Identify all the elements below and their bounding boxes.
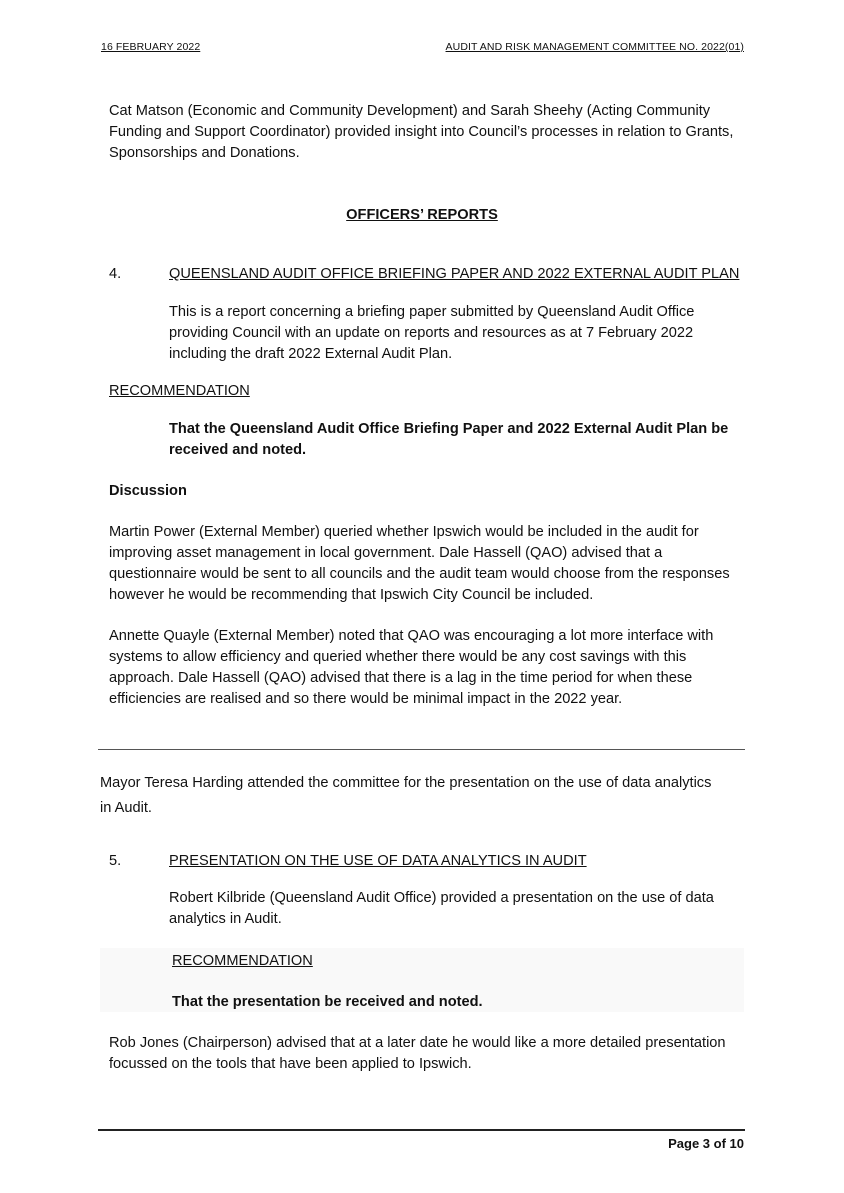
item4-recommendation-label: RECOMMENDATION bbox=[109, 383, 250, 399]
footer-rule bbox=[98, 1129, 745, 1131]
header-date: 16 FEBRUARY 2022 bbox=[101, 41, 201, 53]
officers-reports-heading: OFFICERS’ REPORTS bbox=[346, 207, 498, 223]
item5-number: 5. bbox=[109, 853, 122, 869]
item5-recommendation-label: RECOMMENDATION bbox=[172, 953, 313, 969]
page-number: Page 3 of 10 bbox=[668, 1136, 744, 1151]
item5-title: PRESENTATION ON THE USE OF DATA ANALYTICS IN AUDIT bbox=[169, 853, 587, 869]
item4-recommendation-text: That the Queensland Audit Office Briefing Paper and 2022 External Audit Plan be received and noted. bbox=[169, 421, 729, 458]
item4-title: QUEENSLAND AUDIT OFFICE BRIEFING PAPER AND 2022 EXTERNAL AUDIT PLAN bbox=[169, 266, 740, 282]
item5-recommendation-text: That the presentation be received and noted. bbox=[172, 994, 483, 1010]
item5-closing-paragraph: Rob Jones (Chairperson) advised that at a later date he would like a more detailed presentation focussed on the tools that have been applied to Ipswich. bbox=[109, 1035, 726, 1072]
item4-discussion-paragraph-2: Annette Quayle (External Member) noted that QAO was encouraging a lot more interface with systems to allow efficiency and queried whether there would be any cost savings with this approach. Dale Hassell (QAO) advised that there is a lag in the time period for when these efficiencies are realised and so there would be minimal impact in the 2022 year. bbox=[109, 628, 714, 707]
item4-discussion-paragraph-1: Martin Power (External Member) queried whether Ipswich would be included in the audit for improving asset management in local government. Dale Hassell (QAO) advised that a questionnaire would be sent to all councils and the audit team would choose from the responses however he would be recommending that Ipswich City Council be included. bbox=[109, 524, 730, 603]
item4-number: 4. bbox=[109, 266, 122, 282]
item4-discussion-label: Discussion bbox=[109, 483, 187, 499]
item4-summary: This is a report concerning a briefing paper submitted by Queensland Audit Office providing Council with an update on reports and resources as at 7 February 2022 including the draft 2022 External Audit Plan. bbox=[169, 304, 695, 362]
mayor-paragraph: Mayor Teresa Harding attended the committee for the presentation on the use of data analytics in Audit. bbox=[100, 775, 712, 816]
section-divider bbox=[98, 749, 745, 750]
item5-summary: Robert Kilbride (Queensland Audit Office) provided a presentation on the use of data analytics in Audit. bbox=[169, 890, 714, 927]
intro-paragraph: Cat Matson (Economic and Community Development) and Sarah Sheehy (Acting Community Funding and Support Coordinator) provided insight into Council’s processes in relation to Grants, Sponsorships and Donations. bbox=[109, 103, 734, 161]
header-committee: AUDIT AND RISK MANAGEMENT COMMITTEE NO. 2022(01) bbox=[445, 41, 744, 53]
